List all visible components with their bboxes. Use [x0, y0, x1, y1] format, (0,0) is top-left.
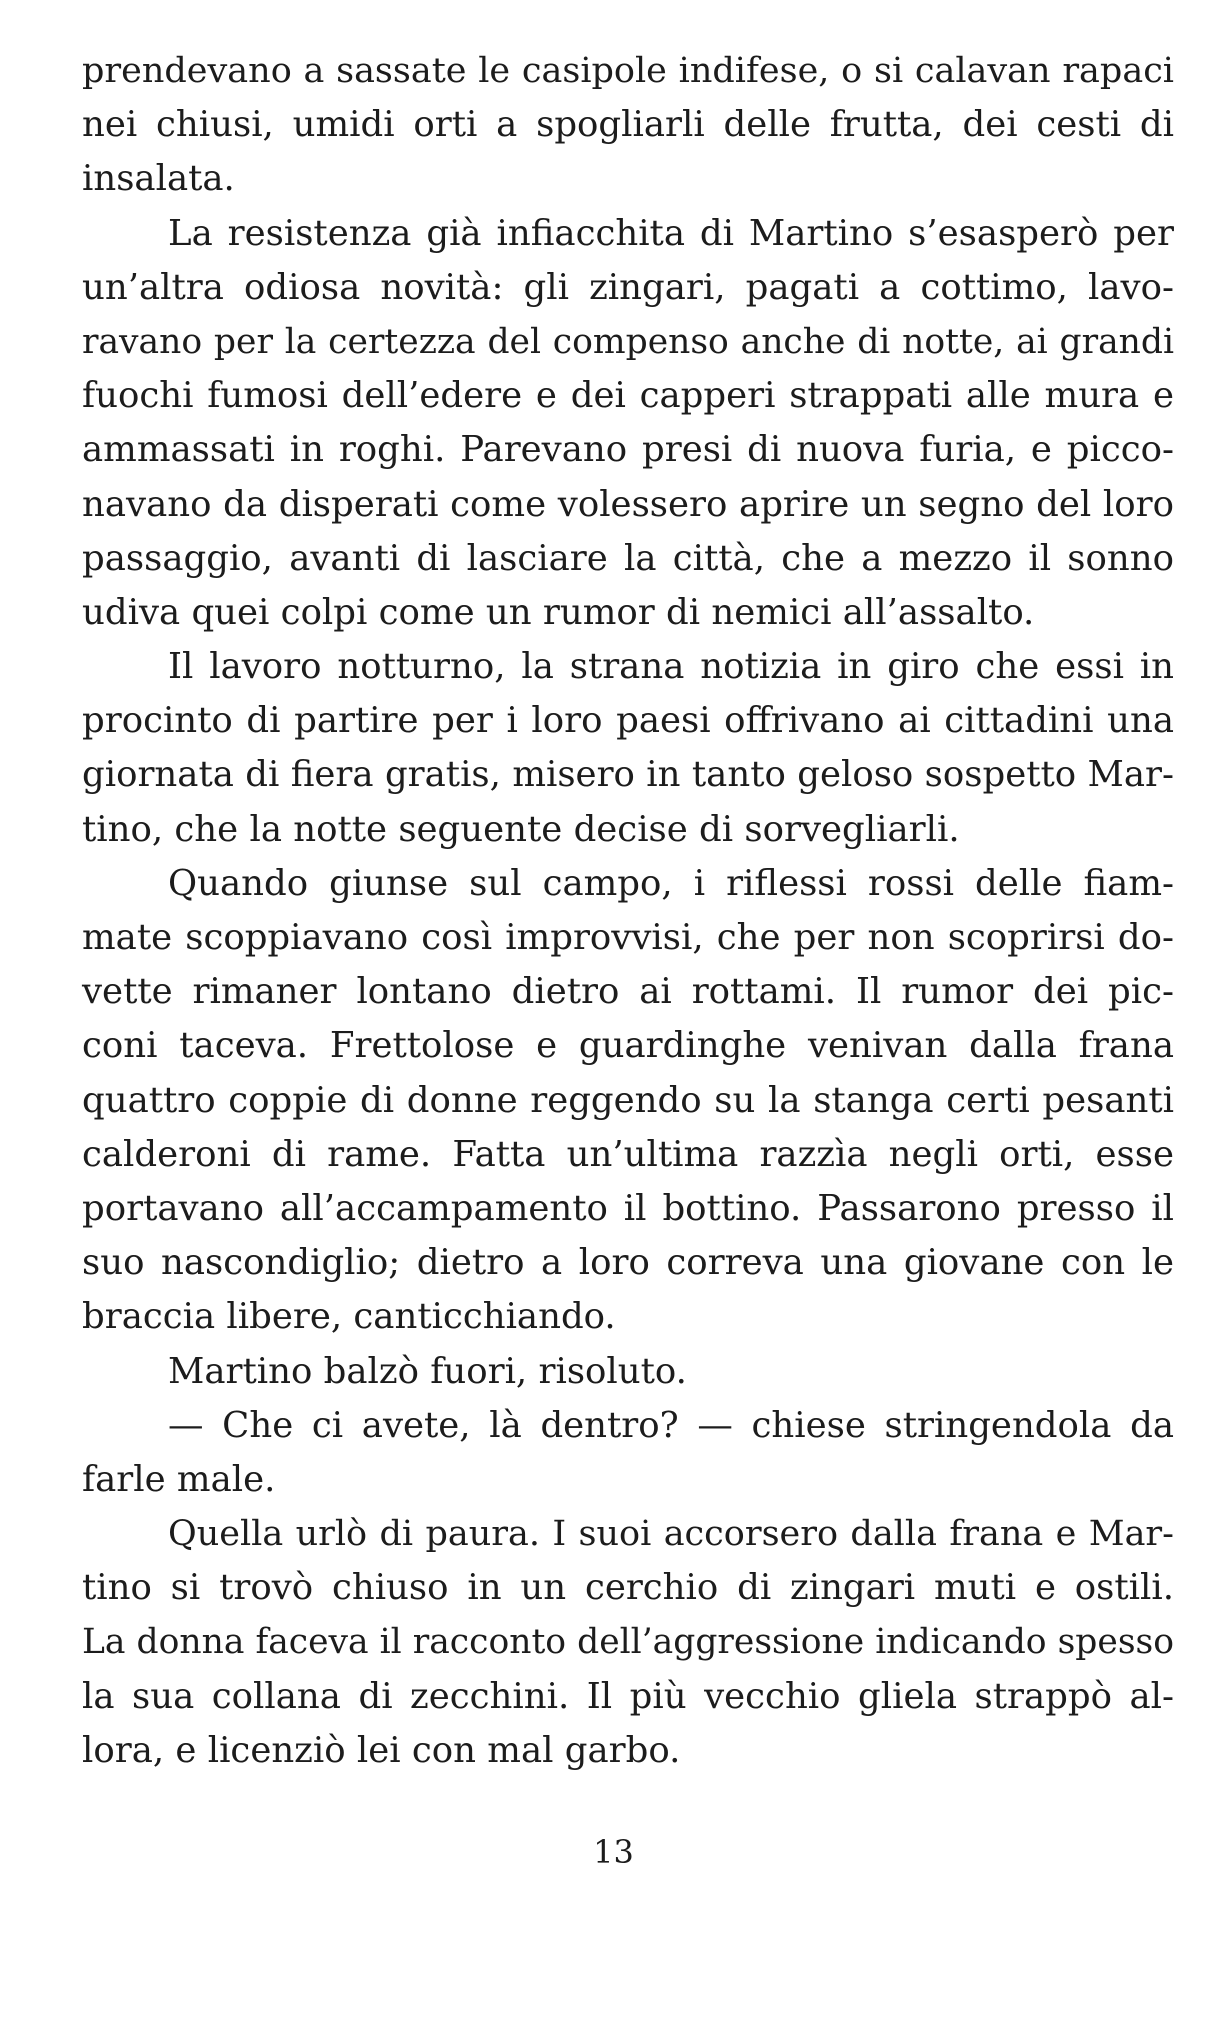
text-line: Il lavoro notturno, la strana notizia in giro che essi in	[168, 646, 1174, 688]
text-line: tino si trovò chiuso in un cerchio di zingari muti e ostili.	[82, 1567, 1174, 1609]
text-line: calderoni di rame. Fatta un’ultima razzìa negli orti, esse	[82, 1133, 1174, 1175]
text-line: passaggio, avanti di lasciare la città, che a mezzo il sonno	[82, 537, 1174, 579]
text-line: procinto di partire per i loro paesi offrivano ai cittadini una	[82, 700, 1174, 742]
text-line: portavano all’accampamento il bottino. Passarono presso il	[82, 1187, 1174, 1229]
text-line: lora, e licenziò lei con mal garbo.	[82, 1729, 681, 1771]
page-number: 13	[593, 1833, 634, 1871]
text-line: suo nascondiglio; dietro a loro correva una giovane con le	[82, 1242, 1174, 1284]
text-line: ammassati in roghi. Parevano presi di nuova furia, e picco-	[82, 429, 1174, 471]
text-line: Quella urlò di paura. I suoi accorsero dalla frana e Mar-	[168, 1514, 1174, 1555]
text-line: la sua collana di zecchini. Il più vecchio gliela strappò al-	[82, 1675, 1174, 1717]
text-line: coni taceva. Frettolose e guardinghe venivan dalla frana	[82, 1025, 1174, 1067]
text-line: La resistenza già infiacchita di Martino s’esasperò per	[168, 212, 1174, 254]
text-line: giornata di fiera gratis, misero in tanto geloso sospetto Mar-	[82, 754, 1174, 796]
text-line: udiva quei colpi come un rumor di nemici all’assalto.	[82, 591, 1035, 633]
text-line: La donna faceva il racconto dell’aggressione indicando spesso	[82, 1622, 1174, 1663]
text-line: navano da disperati come volessero aprire un segno del loro	[82, 483, 1174, 525]
text-line: Quando giunse sul campo, i riflessi rossi delle fiam-	[168, 862, 1174, 904]
text-line: insalata.	[82, 158, 235, 200]
text-line: braccia libere, canticchiando.	[82, 1296, 616, 1338]
text-line: prendevano a sassate le casipole indifese, o si calavan rapaci	[82, 51, 1174, 91]
text-line: nei chiusi, umidi orti a spogliarli delle frutta, dei cesti di	[82, 104, 1174, 146]
text-line: fuochi fumosi dell’edere e dei capperi strappati alle mura e	[82, 375, 1174, 417]
text-line: farle male.	[82, 1458, 276, 1500]
text-line: — Che ci avete, là dentro? — chiese stringendola da	[168, 1404, 1174, 1446]
text-line: tino, che la notte seguente decise di sorvegliarli.	[82, 808, 960, 850]
page-body	[82, 44, 1174, 1778]
text-line: vette rimaner lontano dietro ai rottami. Il rumor dei pic-	[82, 971, 1174, 1013]
text-line: Martino balzò fuori, risoluto.	[168, 1350, 687, 1392]
text-line: un’altra odiosa novità: gli zingari, pagati a cottimo, lavo-	[82, 266, 1174, 308]
text-line: mate scoppiavano così improvvisi, che per non scoprirsi do-	[82, 917, 1174, 958]
text-line: quattro coppie di donne reggendo su la stanga certi pesanti	[82, 1079, 1174, 1121]
text-line: ravano per la certezza del compenso anche di notte, ai grandi	[82, 321, 1174, 362]
